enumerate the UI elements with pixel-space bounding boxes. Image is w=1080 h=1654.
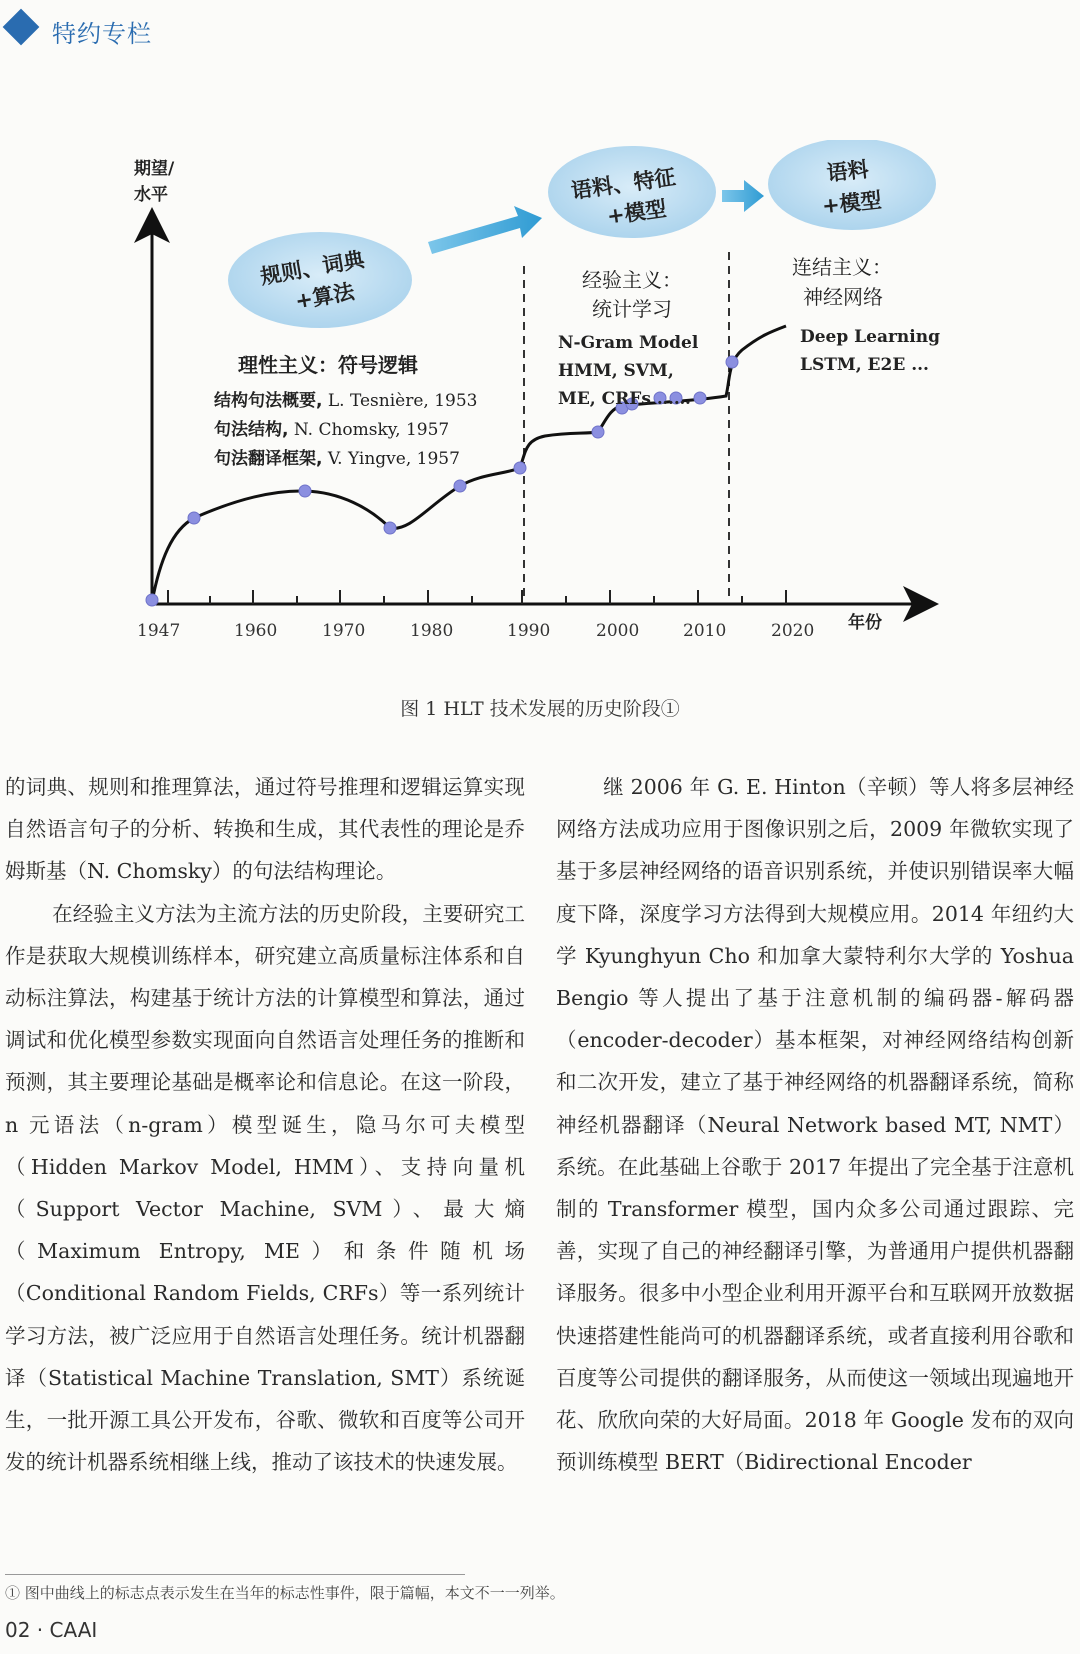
y-axis-label-2: 水平 (134, 185, 168, 205)
paragraph: 继 2006 年 G. E. Hinton（辛顿）等人将多层神经网络方法成功应用于图像识别之后，2009 年微软实现了基于多层神经网络的语音识别系统，并使识别错误率大幅度下降，深度学习方法得到大规模应用。2014 年纽约大学 Kyunghyun Cho 和加拿大蒙特利尔大学的 Yoshua Bengio 等人提出了基于注意机制的编码器-解码器（encoder-decoder）基本框架，对神经网络结构创新和二次开发，建立了基于神经网络的机器翻译系统，简称神经机器翻译（Neural Network based MT, NMT）系统。在此基础上谷歌于 2017 年提出了完全基于注意机制的 Transformer 模型，国内众多公司通过跟踪、完善，实现了自己的神经翻译引擎，为普通用户提供机器翻译服务。很多中小型企业利用开源平台和互联网开放数据快速搭建性能尚可的机器翻译系统，或者直接利用谷歌和百度等公司提供的翻译服务，从而使这一领域出现遍地开花、欣欣向荣的大好局面。2018 年 Google 发布的双向预训练模型 BERT（Bidirectional Encoder (556, 775, 1074, 1475)
transition-arrow-1 (428, 206, 542, 254)
era2-item: N-Gram Model (558, 333, 699, 353)
column-title: 特约专栏 (52, 20, 152, 48)
era1-ref1-cn: 结构句法概要, (214, 391, 323, 411)
era1-ref2-cn: 句法结构, (214, 420, 289, 440)
x-tick-label: 2000 (596, 621, 640, 641)
era2-item: HMM, SVM, (558, 361, 674, 381)
era1-ref3-cn: 句法翻译框架, (214, 449, 323, 469)
x-tick-label: 1990 (507, 621, 551, 641)
footnote-divider (5, 1574, 465, 1575)
left-column (5, 766, 525, 1483)
bubble-corpus-line1: 语料、特征 (569, 164, 677, 204)
bubble-model-line2: +模型 (820, 188, 883, 219)
bubble-corpus-line2: +模型 (605, 196, 668, 229)
era3-item: LSTM, E2E ... (800, 355, 929, 375)
era3-item: Deep Learning (800, 327, 940, 347)
era1-ref2-en: N. Chomsky, 1957 (288, 420, 450, 440)
diamond-icon (3, 9, 40, 46)
paragraph: 在经验主义方法为主流方法的历史阶段，主要研究工作是获取大规模训练样本，研究建立高质量标注体系和自动标注算法，构建基于统计方法的计算模型和算法，通过调试和优化模型参数实现面向自然语言处理任务的推断和预测，其主要理论基础是概率论和信息论。在这一阶段，n 元语法（n-gram）模型诞生，隐马尔可夫模型（Hidden Markov Model, HMM）、支持向量机（Support Vector Machine, SVM）、最大熵（Maximum Entropy, ME）和条件随机场（Conditional Random Fields, CRFs）等一系列统计学习方法，被广泛应用于自然语言处理任务。统计机器翻译（Statistical Machine Translation, SMT）系统诞生，一批开源工具公开发布，谷歌、微软和百度等公司开发的统计机器系统相继上线，推动了该技术的快速发展。 (5, 901, 525, 1475)
bubble-corpus-model (768, 140, 936, 230)
bubble-rules (228, 232, 412, 328)
era3-title-1: 连结主义： (792, 255, 892, 279)
era3-title-2: 神经网络 (803, 285, 883, 309)
history-diagram (0, 140, 1080, 700)
x-tick-label: 1960 (234, 621, 278, 641)
column-header (0, 0, 1080, 70)
era2-item: ME, CRFs …… (558, 389, 691, 409)
x-tick-label: 2010 (683, 621, 727, 641)
transition-arrow-2 (722, 180, 764, 212)
era2-title-2: 统计学习 (592, 297, 672, 321)
figure-caption: 图 1 HLT 技术发展的历史阶段① (400, 698, 680, 720)
era1-ref3-en: V. Yingve, 1957 (322, 449, 460, 469)
era1-title: 理性主义：符号逻辑 (238, 353, 418, 377)
era1-ref1-en: L. Tesnière, 1953 (322, 391, 478, 411)
x-tick-label: 1970 (322, 621, 366, 641)
era1-ref3 (214, 448, 460, 469)
era2-title-1: 经验主义： (582, 268, 682, 292)
x-tick-label: 1947 (137, 621, 181, 641)
era1-ref2 (214, 419, 449, 440)
footnote: ① 图中曲线上的标志点表示发生在当年的标志性事件，限于篇幅，本文不一一列举。 (5, 1584, 565, 1602)
hlt-history-figure (0, 140, 1080, 700)
paragraph: 的词典、规则和推理算法，通过符号推理和逻辑运算实现自然语言句子的分析、转换和生成，其代表性的理论是乔姆斯基（N. Chomsky）的句法结构理论。 (5, 775, 525, 884)
x-tick-label: 1980 (410, 621, 454, 641)
bubble-model-line1: 语料 (825, 157, 870, 186)
x-ticks (168, 590, 786, 604)
page-number: 02 · CAAI (5, 1618, 98, 1642)
x-axis-label: 年份 (848, 613, 882, 633)
bubble-rules-line2: +算法 (293, 279, 357, 314)
era1-ref1 (214, 390, 477, 411)
right-column (556, 766, 1074, 1483)
y-axis-label-1: 期望/ (134, 159, 175, 179)
bubble-rules-line1: 规则、词典 (258, 247, 367, 290)
x-tick-label: 2020 (771, 621, 815, 641)
